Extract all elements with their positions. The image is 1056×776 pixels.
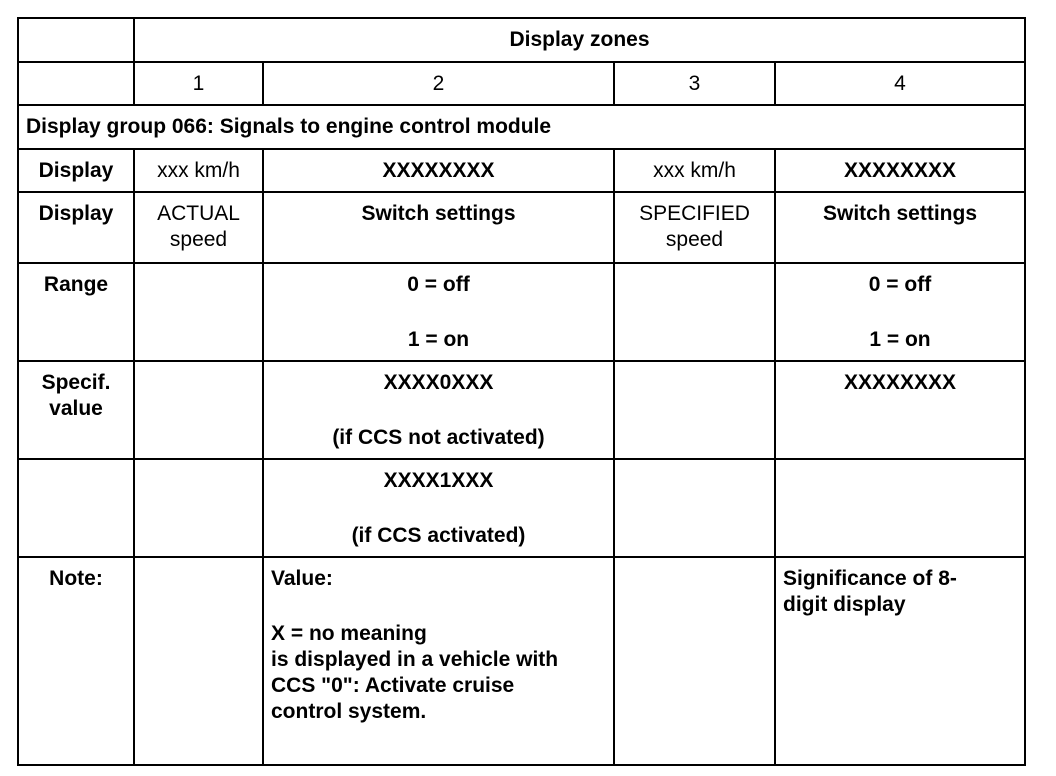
zone-number-2: 2 — [263, 62, 614, 105]
empty-label-cell — [18, 62, 134, 105]
range-row — [18, 263, 1025, 361]
zone3-specified-speed — [614, 192, 775, 263]
zone3-specif-empty — [614, 361, 775, 459]
zone2-range-on: 1 = on — [407, 328, 470, 351]
zone1-note-empty — [134, 557, 263, 765]
zone2-note-line2: is displayed in a vehicle with — [271, 648, 559, 671]
zone3-note-empty — [614, 557, 775, 765]
zone2-specif-condition: (if CCS not activated) — [332, 426, 545, 449]
zone4-switch-settings: Switch settings — [775, 192, 1025, 263]
zone2-specif2-value — [263, 459, 614, 557]
row-label-range: Range — [18, 263, 134, 361]
zone1-specif-empty — [134, 361, 263, 459]
zone-number-1: 1 — [134, 62, 263, 105]
display-row-2 — [18, 192, 1025, 263]
zone3-speed-line: speed — [665, 228, 724, 251]
zone-number-row — [18, 62, 1025, 105]
row-label-display: Display — [18, 149, 134, 192]
zone4-note-line1: Significance of 8- — [783, 567, 957, 590]
zone2-range — [263, 263, 614, 361]
zone4-note-line2: digit display — [783, 593, 906, 616]
zone4-display-value: XXXXXXXX — [775, 149, 1025, 192]
zone2-specif-code: XXXX0XXX — [383, 371, 494, 394]
zone-number-4: 4 — [775, 62, 1025, 105]
zone1-speed-line: speed — [169, 228, 228, 251]
row-label-note: Note: — [18, 557, 134, 765]
zone3-display-value: xxx km/h — [614, 149, 775, 192]
zone2-display-value: XXXXXXXX — [263, 149, 614, 192]
zone1-display-value: xxx km/h — [134, 149, 263, 192]
zone3-specif2-empty — [614, 459, 775, 557]
zone4-range-on: 1 = on — [869, 328, 931, 351]
row-label-specif-value — [18, 361, 134, 459]
zone2-range-off: 0 = off — [407, 273, 470, 296]
zone1-actual-line: ACTUAL — [157, 202, 240, 225]
zone2-specif-value — [263, 361, 614, 459]
zone4-range — [775, 263, 1025, 361]
specif2-label-empty — [18, 459, 134, 557]
zone4-range-off: 0 = off — [868, 273, 932, 296]
zone2-note-title: Value: — [271, 567, 333, 590]
display-zones-table — [17, 17, 1026, 766]
header-row — [18, 18, 1025, 62]
zone2-note — [263, 557, 614, 765]
specif-value-row-2 — [18, 459, 1025, 557]
specif-label-line2: value — [49, 397, 103, 420]
zone3-range-empty — [614, 263, 775, 361]
empty-corner-cell — [18, 18, 134, 62]
specif-value-row — [18, 361, 1025, 459]
zone2-specif2-code: XXXX1XXX — [383, 469, 494, 492]
zone2-note-line4: control system. — [271, 700, 427, 723]
zone4-specif-value: XXXXXXXX — [775, 361, 1025, 459]
zone-number-3: 3 — [614, 62, 775, 105]
group-title-row — [18, 105, 1025, 149]
specif-label-line1: Specif. — [41, 371, 111, 394]
zone2-note-line3: CCS "0": Activate cruise — [271, 674, 515, 697]
zone2-specif2-condition: (if CCS activated) — [351, 524, 526, 547]
zone1-actual-speed — [134, 192, 263, 263]
zone4-note — [775, 557, 1025, 765]
zone3-specified-line: SPECIFIED — [639, 202, 750, 225]
zone2-switch-settings: Switch settings — [263, 192, 614, 263]
note-row — [18, 557, 1025, 765]
zone1-specif2-empty — [134, 459, 263, 557]
row-label-display-2: Display — [18, 192, 134, 263]
display-group-title: Display group 066: Signals to engine control module — [18, 105, 1025, 149]
zone4-specif2-empty — [775, 459, 1025, 557]
zone1-range-empty — [134, 263, 263, 361]
display-zones-heading: Display zones — [134, 18, 1025, 62]
display-row-1 — [18, 149, 1025, 192]
zone2-note-line1: X = no meaning — [271, 622, 427, 645]
